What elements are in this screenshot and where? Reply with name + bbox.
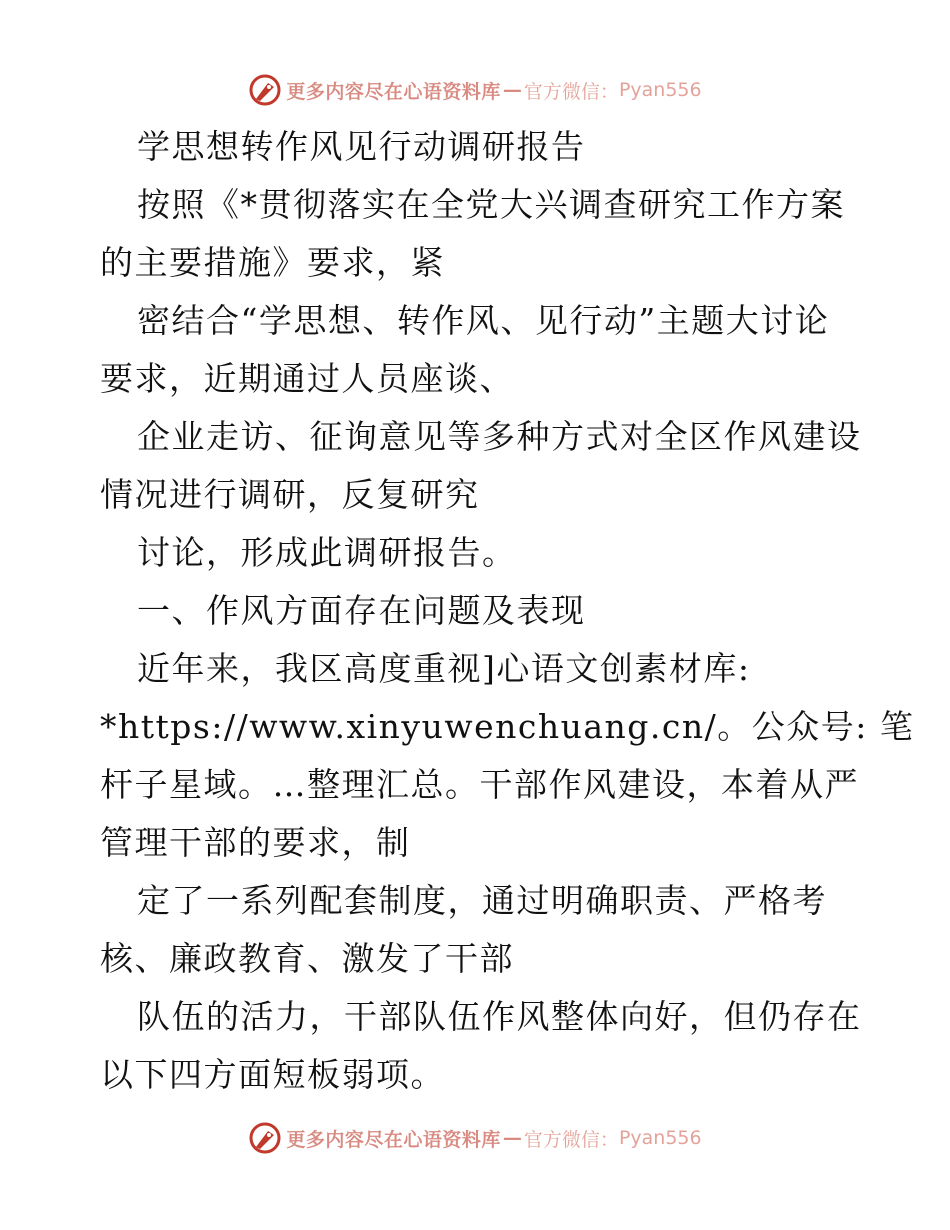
banner-wechat-id: Pyan556 bbox=[618, 1127, 702, 1149]
header-banner bbox=[0, 70, 950, 110]
doc-line: 企业走访、征询意见等多种方式对全区作风建设 bbox=[137, 417, 862, 456]
banner-dash: — bbox=[502, 1127, 522, 1149]
doc-line: 近年来，我区高度重视]心语文创素材库: bbox=[137, 649, 751, 688]
doc-line: 讨论，形成此调研报告。 bbox=[137, 533, 517, 572]
doc-line: 按照《*贯彻落实在全党大兴调查研究工作方案 bbox=[137, 185, 845, 224]
doc-line: 队伍的活力，干部队伍作风整体向好，但仍存在 bbox=[137, 997, 862, 1036]
doc-line: 核、廉政教育、激发了干部 bbox=[100, 939, 514, 978]
doc-line: 学思想转作风见行动调研报告 bbox=[137, 127, 586, 166]
banner-wechat-label: 官方微信： bbox=[523, 1128, 619, 1151]
doc-line: 管理干部的要求，制 bbox=[100, 823, 411, 862]
section-heading: 一、作风方面存在问题及表现 bbox=[137, 591, 586, 630]
doc-line-url: *https://www.xinyuwenchuang.cn/。公众号: 笔 bbox=[100, 707, 915, 746]
document-body bbox=[100, 118, 915, 1104]
doc-line: 以下四方面短板弱项。 bbox=[100, 1055, 445, 1094]
banner-main-text: 更多内容尽在心语资料库 bbox=[286, 1128, 501, 1151]
banner-wechat-label: 官方微信： bbox=[523, 80, 619, 103]
banner-wechat-id: Pyan556 bbox=[618, 79, 702, 101]
pen-nib-logo-icon bbox=[248, 1121, 282, 1155]
pen-nib-logo-icon bbox=[248, 73, 282, 107]
banner-main-text: 更多内容尽在心语资料库 bbox=[286, 80, 501, 103]
doc-line: 的主要措施》要求，紧 bbox=[100, 243, 445, 282]
doc-line: 定了一系列配套制度，通过明确职责、严格考 bbox=[137, 881, 827, 920]
doc-line: 杆子星域。…整理汇总。干部作风建设，本着从严 bbox=[100, 765, 859, 804]
doc-line: 情况进行调研，反复研究 bbox=[100, 475, 480, 514]
banner-dash: — bbox=[502, 79, 522, 101]
footer-banner bbox=[0, 1118, 950, 1158]
doc-line: 要求，近期通过人员座谈、 bbox=[100, 359, 514, 398]
doc-line: 密结合“学思想、转作风、见行动”主题大讨论 bbox=[137, 301, 830, 340]
